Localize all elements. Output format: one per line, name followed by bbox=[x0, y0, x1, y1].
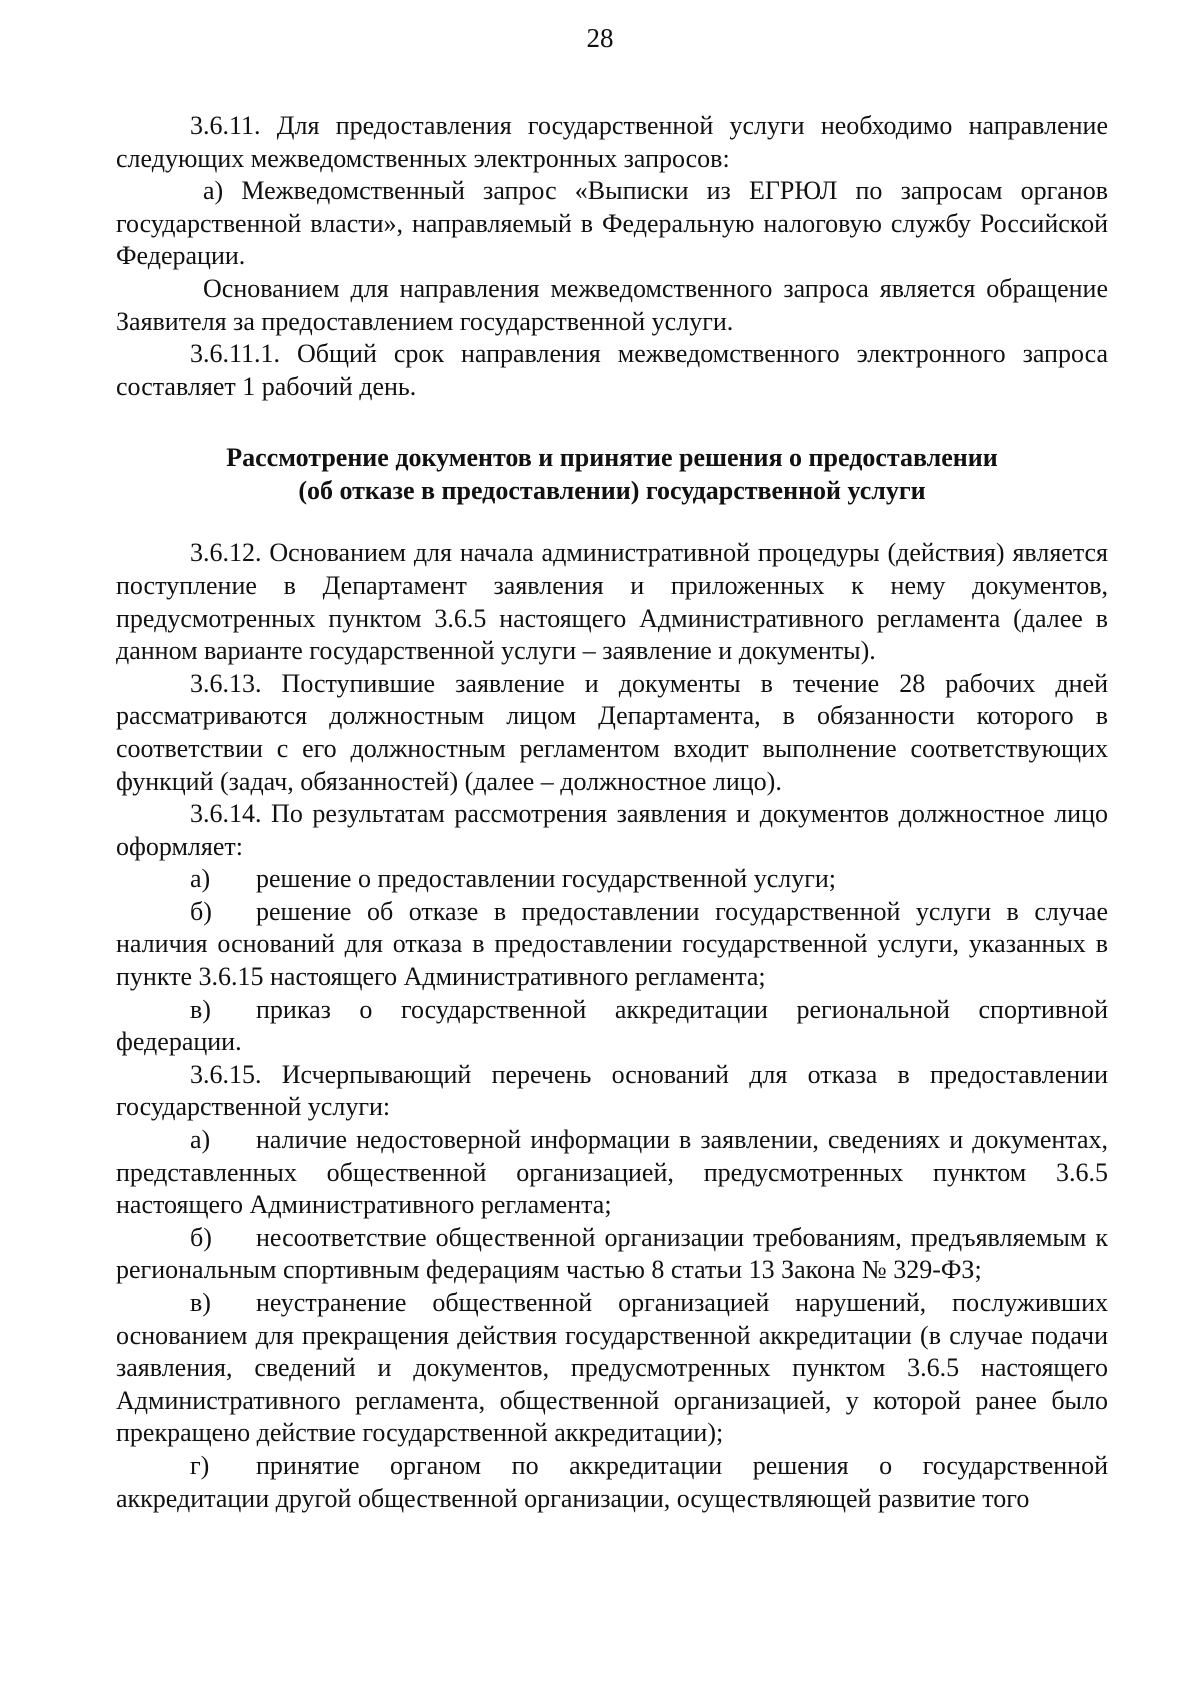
list-item-text: решение об отказе в предоставлении государственной услуги в случае наличия оснований для отказа в предоставлении государственной услуги, указанных в пункте 3.6.15 настоящего Административного регламента; bbox=[116, 896, 1108, 992]
paragraph-basis: Основанием для направления межведомственного запроса является обращение Заявителя за предоставлением государственной услуги. bbox=[116, 273, 1108, 336]
paragraph-3-6-11: 3.6.11. Для предоставления государственной услуги необходимо направление следующих межведомственных электронных запросов: bbox=[116, 111, 1108, 173]
list-marker: в) bbox=[190, 994, 211, 1024]
list-marker: г) bbox=[190, 1450, 210, 1480]
list-item bbox=[116, 994, 1108, 1059]
list-item bbox=[116, 863, 1108, 896]
list-item bbox=[116, 1287, 1108, 1450]
paragraph-request-a: а) Межведомственный запрос «Выписки из ЕГРЮЛ по запросам органов государственной власти», направляемый в Федеральную налоговую службу Российской Федерации. bbox=[116, 176, 1108, 271]
list-item bbox=[116, 1124, 1108, 1222]
section-heading bbox=[116, 441, 1108, 507]
section-heading-line-2: (об отказе в предоставлении) государственной услуги bbox=[298, 476, 926, 506]
list-item-text: несоответствие общественной организации требованиям, предъявляемым к региональным спортивным федерациям частью 8 статьи 13 Закона № 329-ФЗ; bbox=[116, 1222, 1108, 1285]
list-item-text: неустранение общественной организацией нарушений, послуживших основанием для прекращения действия государственной аккредитации (в случае подачи заявления, сведений и документов, предусмотренных пунктом 3.6.5 настоящего Административного регламента, общественной организацией, у которой ранее было прекращено действие государственной аккредитации); bbox=[116, 1288, 1108, 1448]
list-marker: б) bbox=[190, 896, 212, 926]
paragraph-3-6-12: 3.6.12. Основанием для начала административной процедуры (действия) является поступление в Департамент заявления и приложенных к нему документов, предусмотренных пунктом 3.6.5 настоящего Административного регламента (далее в данном варианте государственной услуги – заявление и документы). bbox=[116, 538, 1108, 666]
list-marker: а) bbox=[190, 864, 211, 894]
list-item-text: приказ о государственной аккредитации региональной спортивной федерации. bbox=[116, 994, 1108, 1057]
list-item bbox=[116, 1450, 1108, 1515]
list-item-text: решение о предоставлении государственной услуги; bbox=[256, 864, 837, 894]
list-item bbox=[116, 896, 1108, 994]
list-marker: а) bbox=[190, 1125, 211, 1155]
page-number: 28 bbox=[586, 23, 614, 53]
section-heading-line-1: Рассмотрение документов и принятие решения о предоставлении bbox=[226, 443, 998, 473]
list-item bbox=[116, 1222, 1108, 1287]
document-body bbox=[116, 110, 1108, 1515]
paragraph-3-6-13: 3.6.13. Поступившие заявление и документы в течение 28 рабочих дней рассматриваются должностным лицом Департамента, в обязанности которого в соответствии с его должностным регламентом входит выполнение соответствующих функций (задач, обязанностей) (далее – должностное лицо). bbox=[116, 668, 1108, 796]
list-item-text: принятие органом по аккредитации решения о государственной аккредитации другой общественной организации, осуществляющей развитие того bbox=[116, 1450, 1108, 1513]
paragraph-3-6-15: 3.6.15. Исчерпывающий перечень оснований для отказа в предоставлении государственной услуги: bbox=[116, 1059, 1108, 1122]
list-item-text: наличие недостоверной информации в заявлении, сведениях и документах, представленных общественной организацией, предусмотренных пунктом 3.6.5 настоящего Административного регламента; bbox=[116, 1125, 1108, 1220]
list-marker: б) bbox=[190, 1222, 212, 1252]
paragraph-3-6-14: 3.6.14. По результатам рассмотрения заявления и документов должностное лицо оформляет: bbox=[116, 799, 1108, 861]
paragraph-3-6-11-1: 3.6.11.1. Общий срок направления межведомственного электронного запроса составляет 1 рабочий день. bbox=[116, 339, 1108, 401]
list-marker: в) bbox=[190, 1288, 211, 1317]
